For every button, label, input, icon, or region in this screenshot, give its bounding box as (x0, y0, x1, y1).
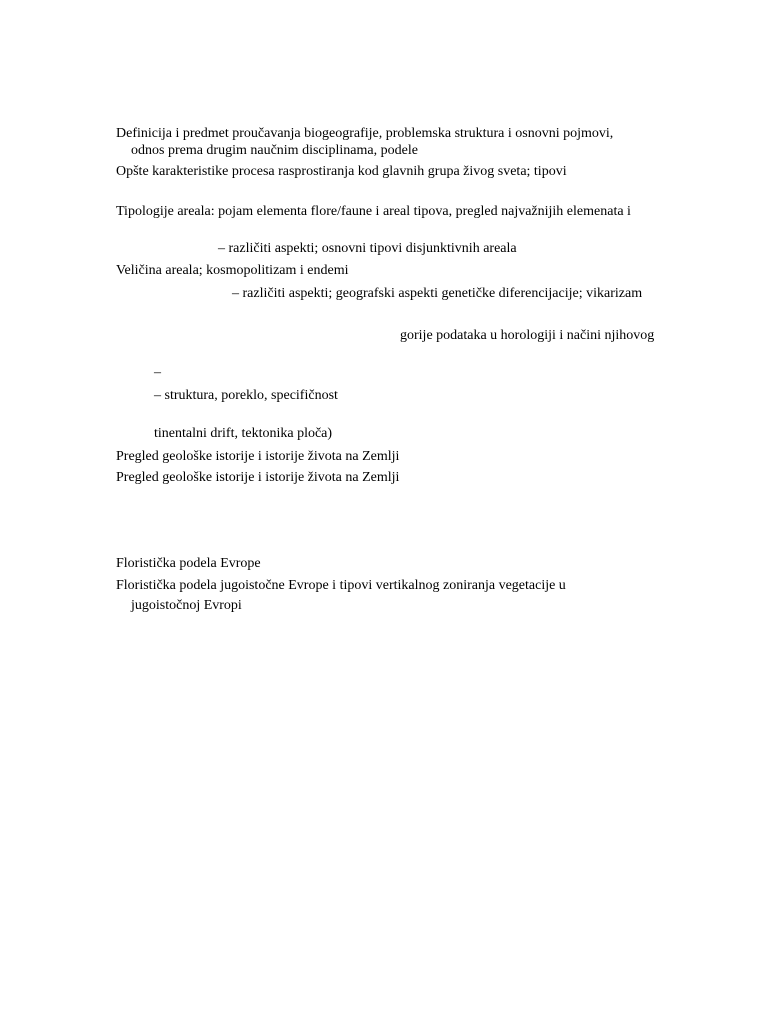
text-line-tipologije: Tipologije areala: pojam elementa flore/faune i areal tipova, pregled najvažnijih elemenata i (116, 204, 631, 219)
text-line-opste: Opšte karakteristike procesa rasprostiranja kod glavnih grupa živog sveta; tipovi (116, 164, 567, 179)
text-line-geoloska-1: Pregled geološke istorije i istorije života na Zemlji (116, 449, 400, 464)
text-line-evropa: Floristička podela Evrope (116, 556, 261, 571)
text-line-odnos: odnos prema drugim naučnim disciplinama, podele (131, 143, 418, 158)
text-line-horologija: gorije podataka u horologiji i načini njihovog (400, 328, 655, 343)
text-line-drift: tinentalni drift, tektonika ploča) (154, 426, 333, 441)
text-line-dash: – (154, 365, 161, 380)
text-line-vikarizam: – različiti aspekti; geografski aspekti genetičke diferencijacije; vikarizam (232, 286, 643, 301)
text-line-struktura: – struktura, poreklo, specifičnost (154, 388, 338, 403)
text-line-velicina: Veličina areala; kosmopolitizam i endemi (116, 263, 349, 278)
text-line-definicija: Definicija i predmet proučavanja biogeografije, problemska struktura i osnovni pojmovi, (116, 126, 614, 141)
text-line-jugoistocna: Floristička podela jugoistočne Evrope i tipovi vertikalnog zoniranja vegetacije u (116, 578, 566, 593)
text-line-jugoistocna-cont: jugoistočnoj Evropi (131, 598, 242, 613)
text-line-disjunktivni: – različiti aspekti; osnovni tipovi disjunktivnih areala (218, 241, 517, 256)
text-line-geoloska-2: Pregled geološke istorije i istorije života na Zemlji (116, 470, 400, 485)
